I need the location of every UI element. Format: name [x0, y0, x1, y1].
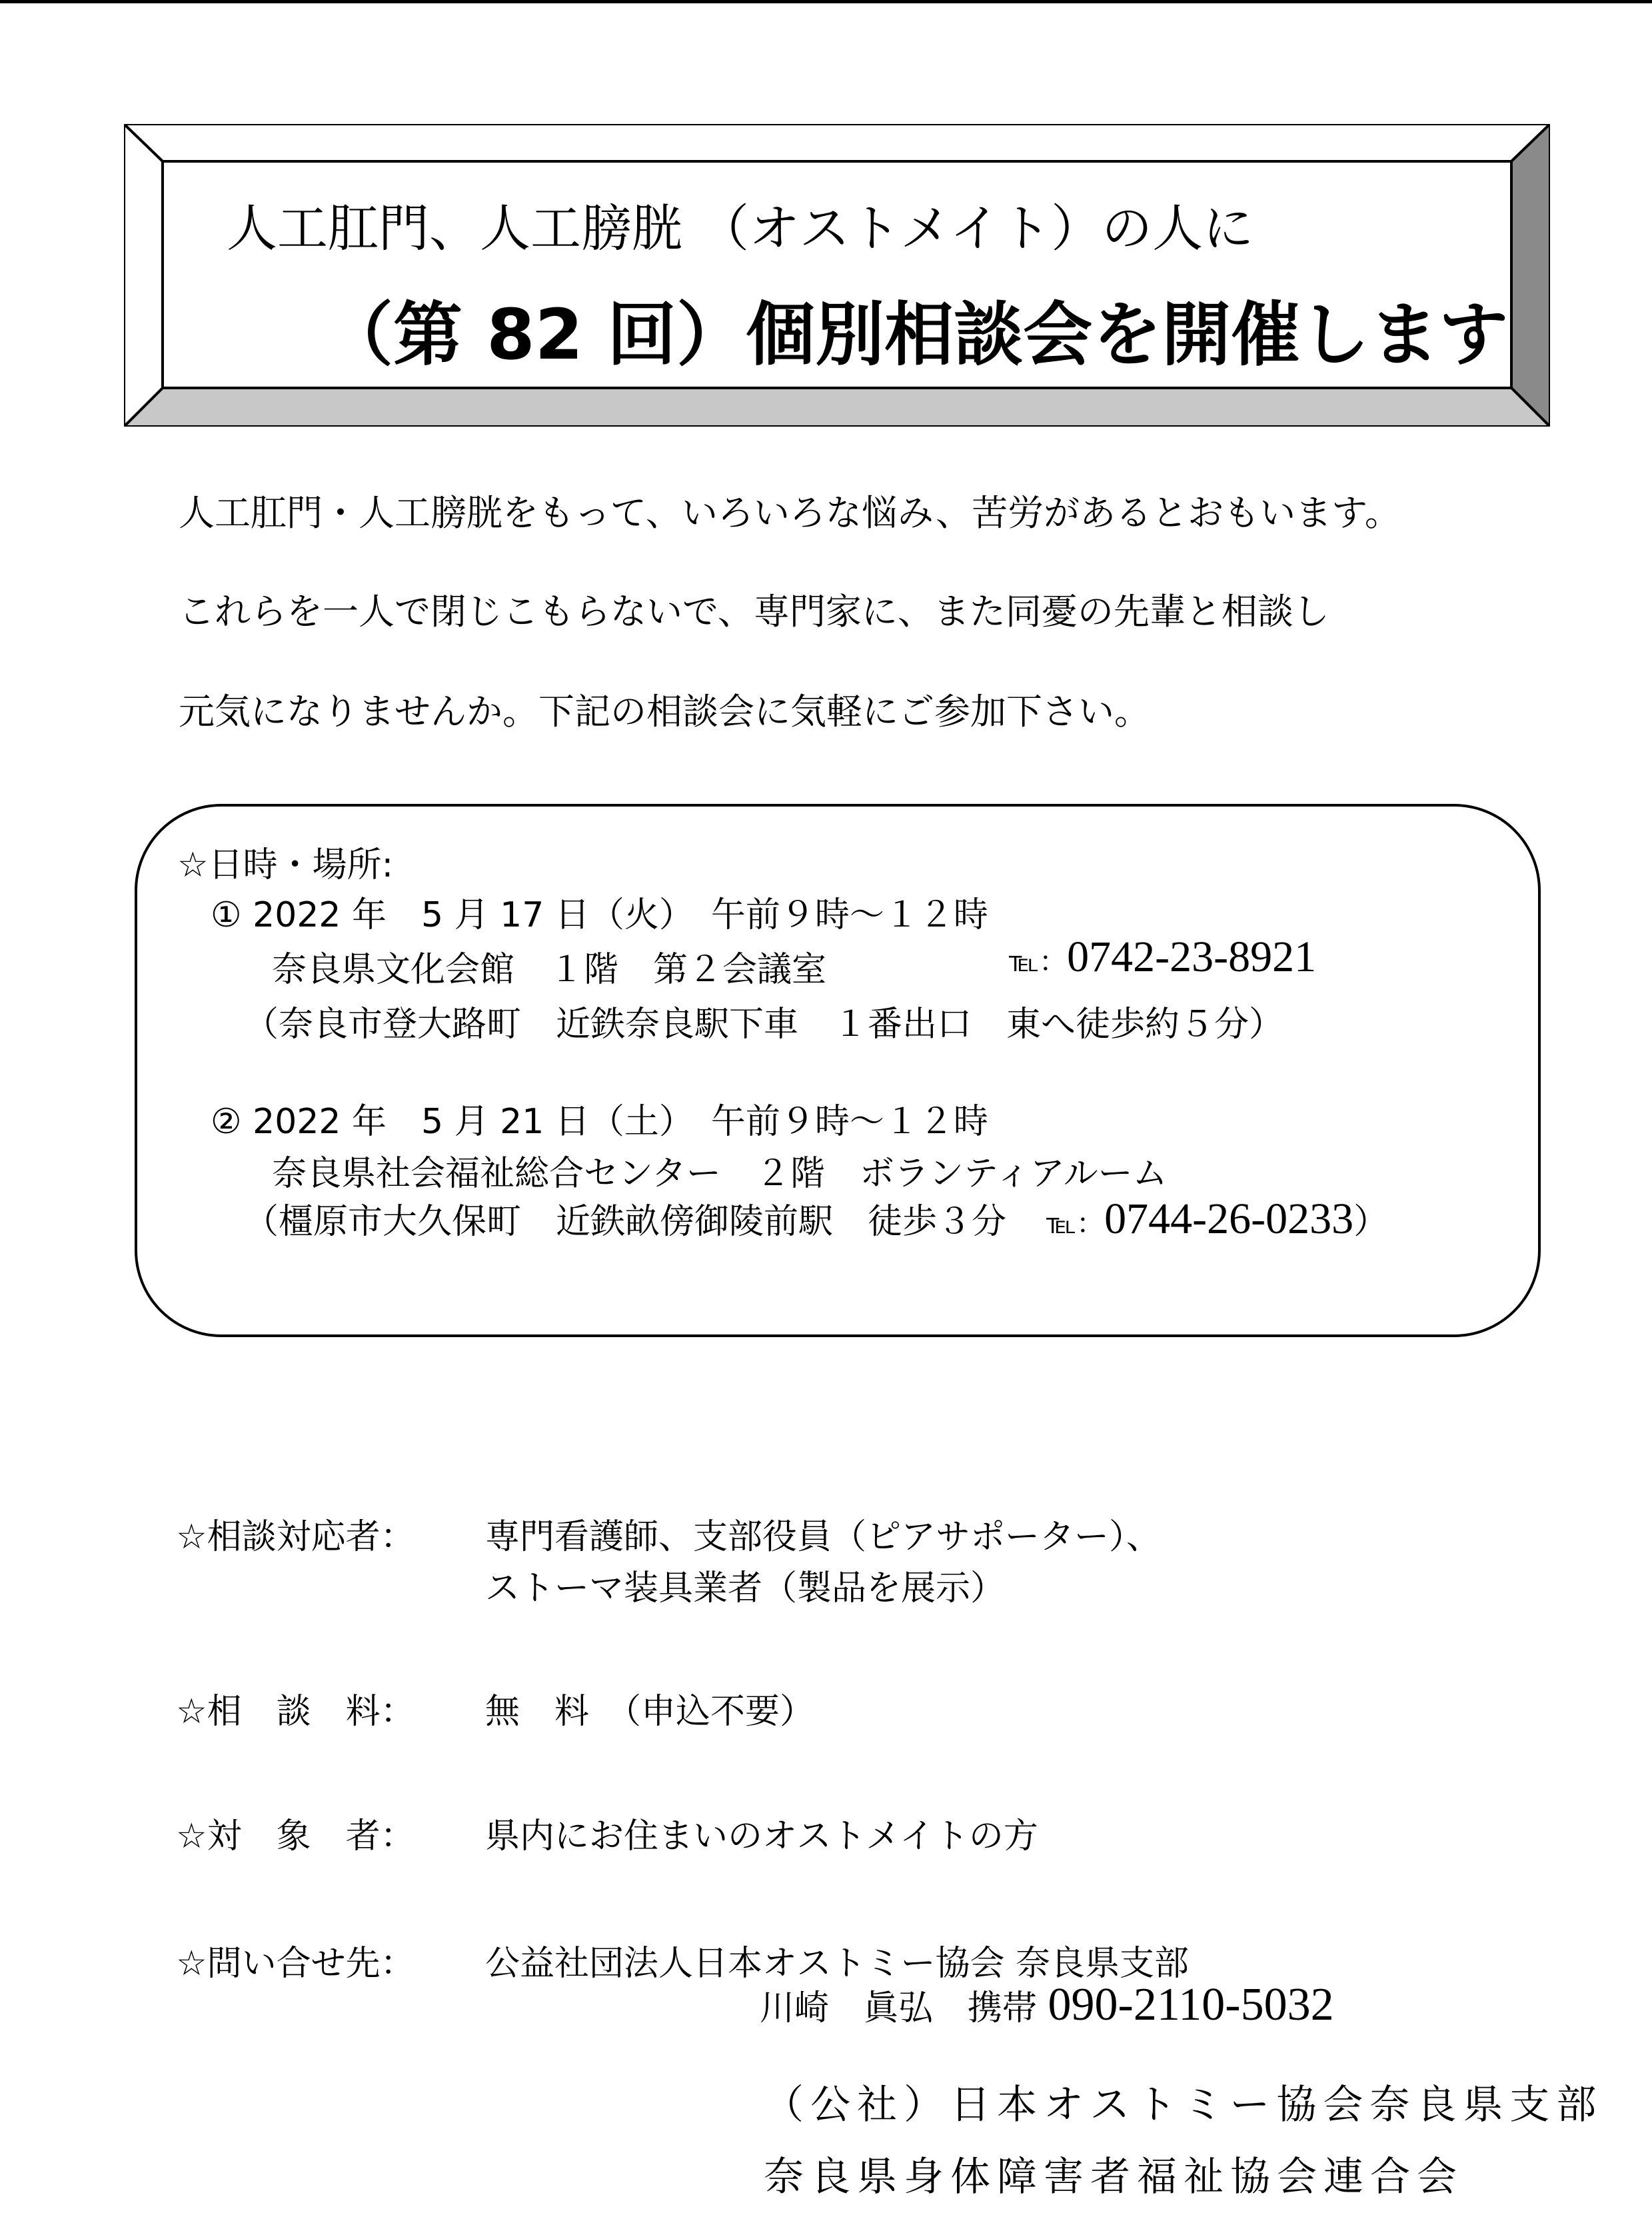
session2-tel-label: ℡：: [1046, 1207, 1105, 1240]
footer-org-2: 奈良県身体障害者福祉協会連合会: [764, 2154, 1463, 2200]
session2-close-paren: ）: [1353, 1202, 1389, 1242]
session2-date: ② 2022 年 5 月 21 日（土） 午前９時～１２時: [211, 1102, 988, 1142]
intro-line-1: 人工肛門・人工膀胱をもって、いろいろな悩み、苦労があるとおもいます。: [179, 492, 1401, 534]
counselors-line-2: ストーマ装具業者（製品を展示）: [485, 1568, 1006, 1608]
session2-tel-number: 0744-26-0233: [1104, 1194, 1354, 1243]
title-subheading: 人工肛門、人工膀胱 （オストメイト）の人に: [227, 199, 1254, 258]
contact-person-line: [760, 1978, 1334, 2032]
intro-line-2: これらを一人で閉じこもらないで、専門家に、また同憂の先輩と相談し: [179, 591, 1329, 633]
top-border-line: [0, 0, 1652, 3]
schedule-heading: ☆日時・場所:: [177, 845, 394, 885]
session1-tel-number: 0742-23-8921: [1067, 933, 1317, 981]
target-label: ☆対 象 者：: [176, 1816, 415, 1856]
session1-tel: [1009, 932, 1316, 983]
contact-label: ☆問い合せ先：: [176, 1944, 415, 1984]
session1-venue: 奈良県文化会館 １階 第２会議室: [272, 950, 827, 990]
session1-tel-label: ℡：: [1009, 945, 1068, 978]
counselors-label: ☆相談対応者：: [176, 1517, 415, 1557]
session1-access: （奈良市登大路町 近鉄奈良駅下車 １番出口 東へ徒歩約５分）: [244, 1005, 1284, 1045]
contact-organization: 公益社団法人日本オストミー協会 奈良県支部: [485, 1944, 1190, 1984]
session2-venue: 奈良県社会福祉総合センター ２階 ボランティアルーム: [272, 1154, 1168, 1194]
session2-access: （橿原市大久保町 近鉄畝傍御陵前駅 徒歩３分: [244, 1202, 1007, 1242]
footer-org-1: （公社）日本オストミー協会奈良県支部: [764, 2082, 1603, 2128]
title-frame: [124, 124, 1550, 427]
target-value: 県内にお住まいのオストメイトの方: [485, 1816, 1038, 1856]
fee-value: 無 料 （申込不要）: [485, 1692, 815, 1732]
session2-access-line: [244, 1193, 1388, 1244]
contact-phone: 090-2110-5032: [1048, 1979, 1334, 2030]
page-title: （第 82 回）個別相談会を開催します: [324, 294, 1509, 375]
bevel-frame-graphic: [124, 124, 1550, 427]
contact-person: 川崎 眞弘 携帯: [760, 1988, 1038, 2028]
fee-label: ☆相 談 料：: [176, 1692, 415, 1732]
session1-date: ① 2022 年 5 月 17 日（火） 午前９時～１２時: [211, 895, 988, 935]
counselors-line-1: 専門看護師、支部役員（ピアサポーター）、: [485, 1517, 1162, 1557]
intro-line-3: 元気になりませんか。下記の相談会に気軽にご参加下さい。: [179, 691, 1150, 733]
